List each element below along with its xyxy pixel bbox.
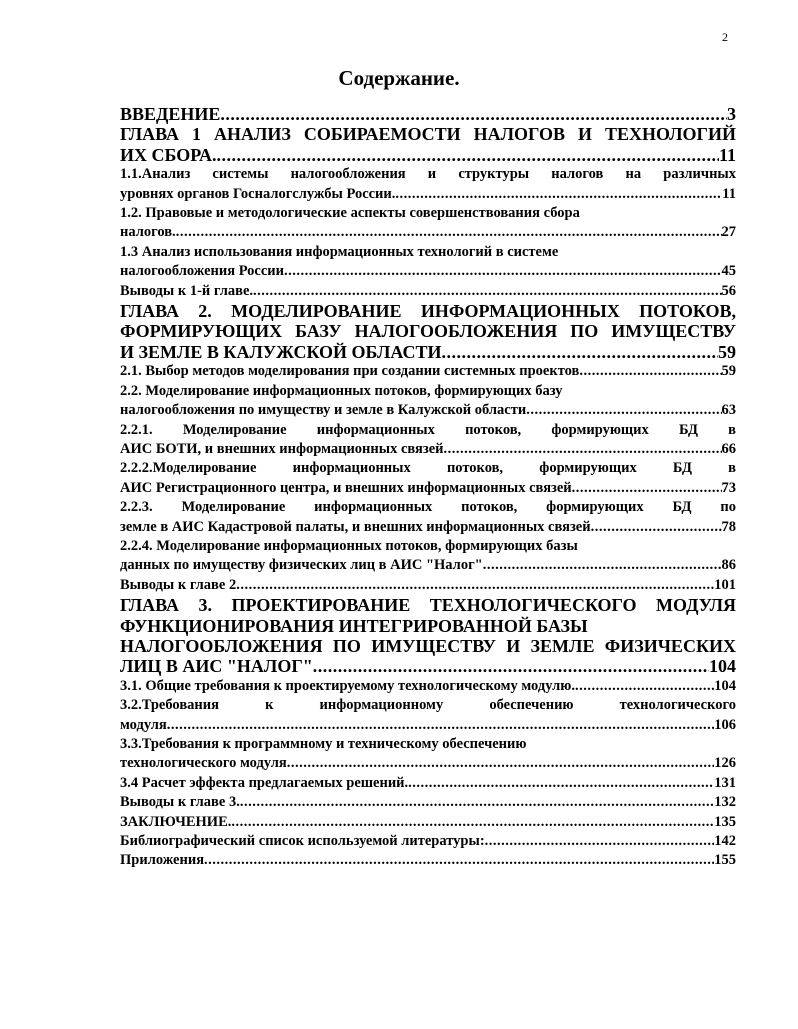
toc-entry-title-line: ИХ СБОРА. — [120, 144, 217, 165]
toc-leader — [444, 440, 722, 459]
toc-leader — [591, 518, 722, 537]
toc-entry-title-line: ЛИЦ В АИС "НАЛОГ" — [120, 656, 313, 677]
toc-page-number: 106 — [714, 716, 736, 733]
toc-entry-title: ЗАКЛЮЧЕНИЕ. — [120, 813, 232, 830]
toc-page-number: 78 — [721, 518, 736, 535]
toc-entry-title-line: налогов. — [120, 224, 176, 241]
toc-entry-title-line: И ЗЕМЛЕ В КАЛУЖСКОЙ ОБЛАСТИ — [120, 341, 442, 362]
toc-entry-title: Выводы к главе 2 — [120, 576, 237, 593]
toc-entry-chapter-2-conclusions[interactable] — [120, 576, 736, 595]
toc-entry-2-1[interactable] — [120, 362, 736, 381]
toc-page-number: 56 — [721, 282, 736, 299]
toc-leader — [236, 576, 714, 595]
toc-page-number: 104 — [714, 677, 736, 694]
toc-leader — [204, 851, 714, 870]
toc-leader — [216, 145, 719, 165]
toc-entry-title-line: 1.2. Правовые и методологические аспекты совершенствования сбора — [120, 205, 580, 222]
toc-entry-title-line: 2.2.1. Моделирование информационных потоков, формирующих БД в — [120, 421, 736, 438]
toc-leader — [167, 716, 715, 735]
toc-entry-3-4[interactable] — [120, 774, 736, 793]
toc-page-number: 126 — [714, 755, 736, 772]
toc-entry-title: 3.4 Расчет эффекта предлагаемых решений. — [120, 774, 409, 791]
toc-page-number: 132 — [714, 794, 736, 811]
toc-entry-chapter-3-conclusions[interactable] — [120, 793, 736, 812]
toc-page-number: 155 — [714, 852, 736, 869]
toc-leader — [220, 104, 727, 124]
toc-entry-title-line: технологического модуля — [120, 755, 287, 772]
toc-leader — [253, 282, 722, 301]
toc-leader — [395, 185, 722, 204]
toc-page-number: 101 — [714, 576, 736, 593]
toc-entry-chapter-1[interactable] — [120, 124, 736, 165]
toc-entry-title: Приложения — [120, 852, 205, 869]
toc-entry-title-line: 1.3 Анализ использования информационных технологий в системе — [120, 243, 559, 260]
toc-entry-bibliography[interactable] — [120, 832, 736, 851]
toc-entry-3-3[interactable] — [120, 735, 736, 774]
toc-page-number: 59 — [718, 341, 736, 362]
toc-entry-title-line: 2.2.4. Моделирование информационных потоков, формирующих базы — [120, 537, 578, 554]
toc-entry-title: Библиографический список используемой литературы: — [120, 833, 485, 850]
toc-leader — [240, 793, 714, 812]
toc-entry-2-2-4[interactable] — [120, 537, 736, 576]
toc-page-number: 66 — [721, 440, 736, 457]
toc-entry-title-line: НАЛОГООБЛОЖЕНИЯ ПО ИМУЩЕСТВУ И ЗЕМЛЕ ФИЗИЧЕСКИХ — [120, 635, 736, 656]
toc-page-number: 3 — [727, 104, 736, 124]
toc-entry-title-line: 3.3.Требования к программному и техническому обеспечению — [120, 736, 527, 752]
toc-entry-title-line: 2.2. Моделирование информационных потоков, формирующих базу — [120, 382, 563, 399]
toc-leader — [483, 556, 722, 575]
toc-entry-title-line: ФОРМИРУЮЩИХ БАЗУ НАЛОГООБЛОЖЕНИЯ ПО ИМУЩЕСТВУ — [120, 321, 736, 342]
toc-leader — [176, 223, 722, 242]
table-of-contents — [120, 104, 736, 871]
toc-entry-chapter-1-conclusions[interactable] — [120, 282, 736, 301]
toc-leader — [287, 754, 715, 773]
toc-entry-title-line: 2.2.3. Моделирование информационных потоков, формирующих БД по — [120, 499, 736, 516]
toc-page-number: 135 — [714, 813, 736, 830]
toc-entry-title-line: ГЛАВА 3. ПРОЕКТИРОВАНИЕ ТЕХНОЛОГИЧЕСКОГО МОДУЛЯ — [120, 595, 736, 616]
toc-entry-title: Выводы к 1-й главе. — [120, 282, 253, 299]
toc-entry-1-3[interactable] — [120, 243, 736, 282]
toc-leader — [408, 774, 714, 793]
toc-entry-title-line: модуля — [120, 716, 167, 733]
toc-entry-3-2[interactable] — [120, 696, 736, 735]
toc-entry-title-line: налогообложения России — [120, 263, 285, 280]
toc-entry-2-2-2[interactable] — [120, 459, 736, 498]
toc-entry-title-line: 3.2.Требования к информационному обеспечению технологического — [120, 697, 736, 714]
page-number: 2 — [722, 30, 728, 44]
toc-entry-introduction[interactable] — [120, 104, 736, 124]
page-title: Содержание. — [338, 66, 460, 90]
toc-page-number: 45 — [721, 263, 736, 280]
toc-entry-2-2-3[interactable] — [120, 498, 736, 537]
toc-entry-title: 3.1. Общие требования к проектируемому технологическому модулю. — [120, 677, 575, 694]
toc-leader — [284, 262, 721, 281]
toc-entry-chapter-3[interactable] — [120, 595, 736, 677]
toc-entry-title-line: 1.1.Анализ системы налогообложения и структуры налогов на различных — [120, 166, 736, 183]
toc-entry-title-line: уровнях органов Госналогслужбы России. — [120, 185, 396, 202]
toc-page-number: 11 — [722, 185, 736, 202]
toc-page-number: 27 — [721, 224, 736, 241]
toc-entry-title-line: АИС БОТИ, и внешних информационных связей — [120, 440, 444, 457]
toc-page-number: 142 — [714, 833, 736, 850]
toc-entry-title-line: земле в АИС Кадастровой палаты, и внешних информационных связей — [120, 518, 591, 535]
toc-leader — [485, 832, 715, 851]
toc-entry-title-line: ГЛАВА 1 АНАЛИЗ СОБИРАЕМОСТИ НАЛОГОВ И ТЕХНОЛОГИЙ — [120, 124, 736, 145]
toc-leader — [313, 656, 709, 676]
toc-leader — [579, 362, 721, 381]
toc-page-number: 59 — [721, 363, 736, 380]
toc-entry-appendices[interactable] — [120, 851, 736, 870]
toc-entry-title-line: ГЛАВА 2. МОДЕЛИРОВАНИЕ ИНФОРМАЦИОННЫХ ПОТОКОВ, — [120, 301, 736, 322]
toc-leader — [572, 479, 722, 498]
toc-page-number: 73 — [721, 479, 736, 496]
toc-page-number: 131 — [714, 774, 736, 791]
toc-entry-title-line: АИС Регистрационного центра, и внешних информационных связей — [120, 479, 572, 496]
toc-leader — [442, 342, 718, 362]
toc-page-number: 86 — [721, 557, 736, 574]
toc-entry-title-line: налогообложения по имуществу и земле в Калужской области — [120, 402, 527, 419]
toc-entry-title: 2.1. Выбор методов моделирования при создании системных проектов — [120, 363, 580, 380]
toc-entry-title-line: ФУНКЦИОНИРОВАНИЯ ИНТЕГРИРОВАННОЙ БАЗЫ — [120, 615, 588, 636]
toc-page-number: 63 — [721, 402, 736, 419]
toc-entry-conclusion[interactable] — [120, 813, 736, 832]
toc-leader — [231, 813, 714, 832]
toc-leader — [526, 401, 721, 420]
toc-entry-title: Выводы к главе 3. — [120, 794, 240, 811]
toc-leader — [575, 677, 714, 696]
toc-entry-3-1[interactable] — [120, 677, 736, 696]
toc-entry-1-2[interactable] — [120, 204, 736, 243]
toc-page-number: 104 — [709, 656, 736, 677]
toc-entry-title: ВВЕДЕНИЕ — [120, 104, 221, 124]
toc-entry-2-2[interactable] — [120, 382, 736, 421]
toc-entry-title-line: данных по имуществу физических лиц в АИС "Налог" — [120, 557, 483, 574]
toc-entry-2-2-1[interactable] — [120, 421, 736, 460]
toc-page-number: 11 — [718, 144, 736, 165]
toc-entry-chapter-2[interactable] — [120, 301, 736, 362]
toc-entry-1-1[interactable] — [120, 165, 736, 204]
toc-entry-title-line: 2.2.2.Моделирование информационных потоков, формирующих БД в — [120, 460, 736, 477]
